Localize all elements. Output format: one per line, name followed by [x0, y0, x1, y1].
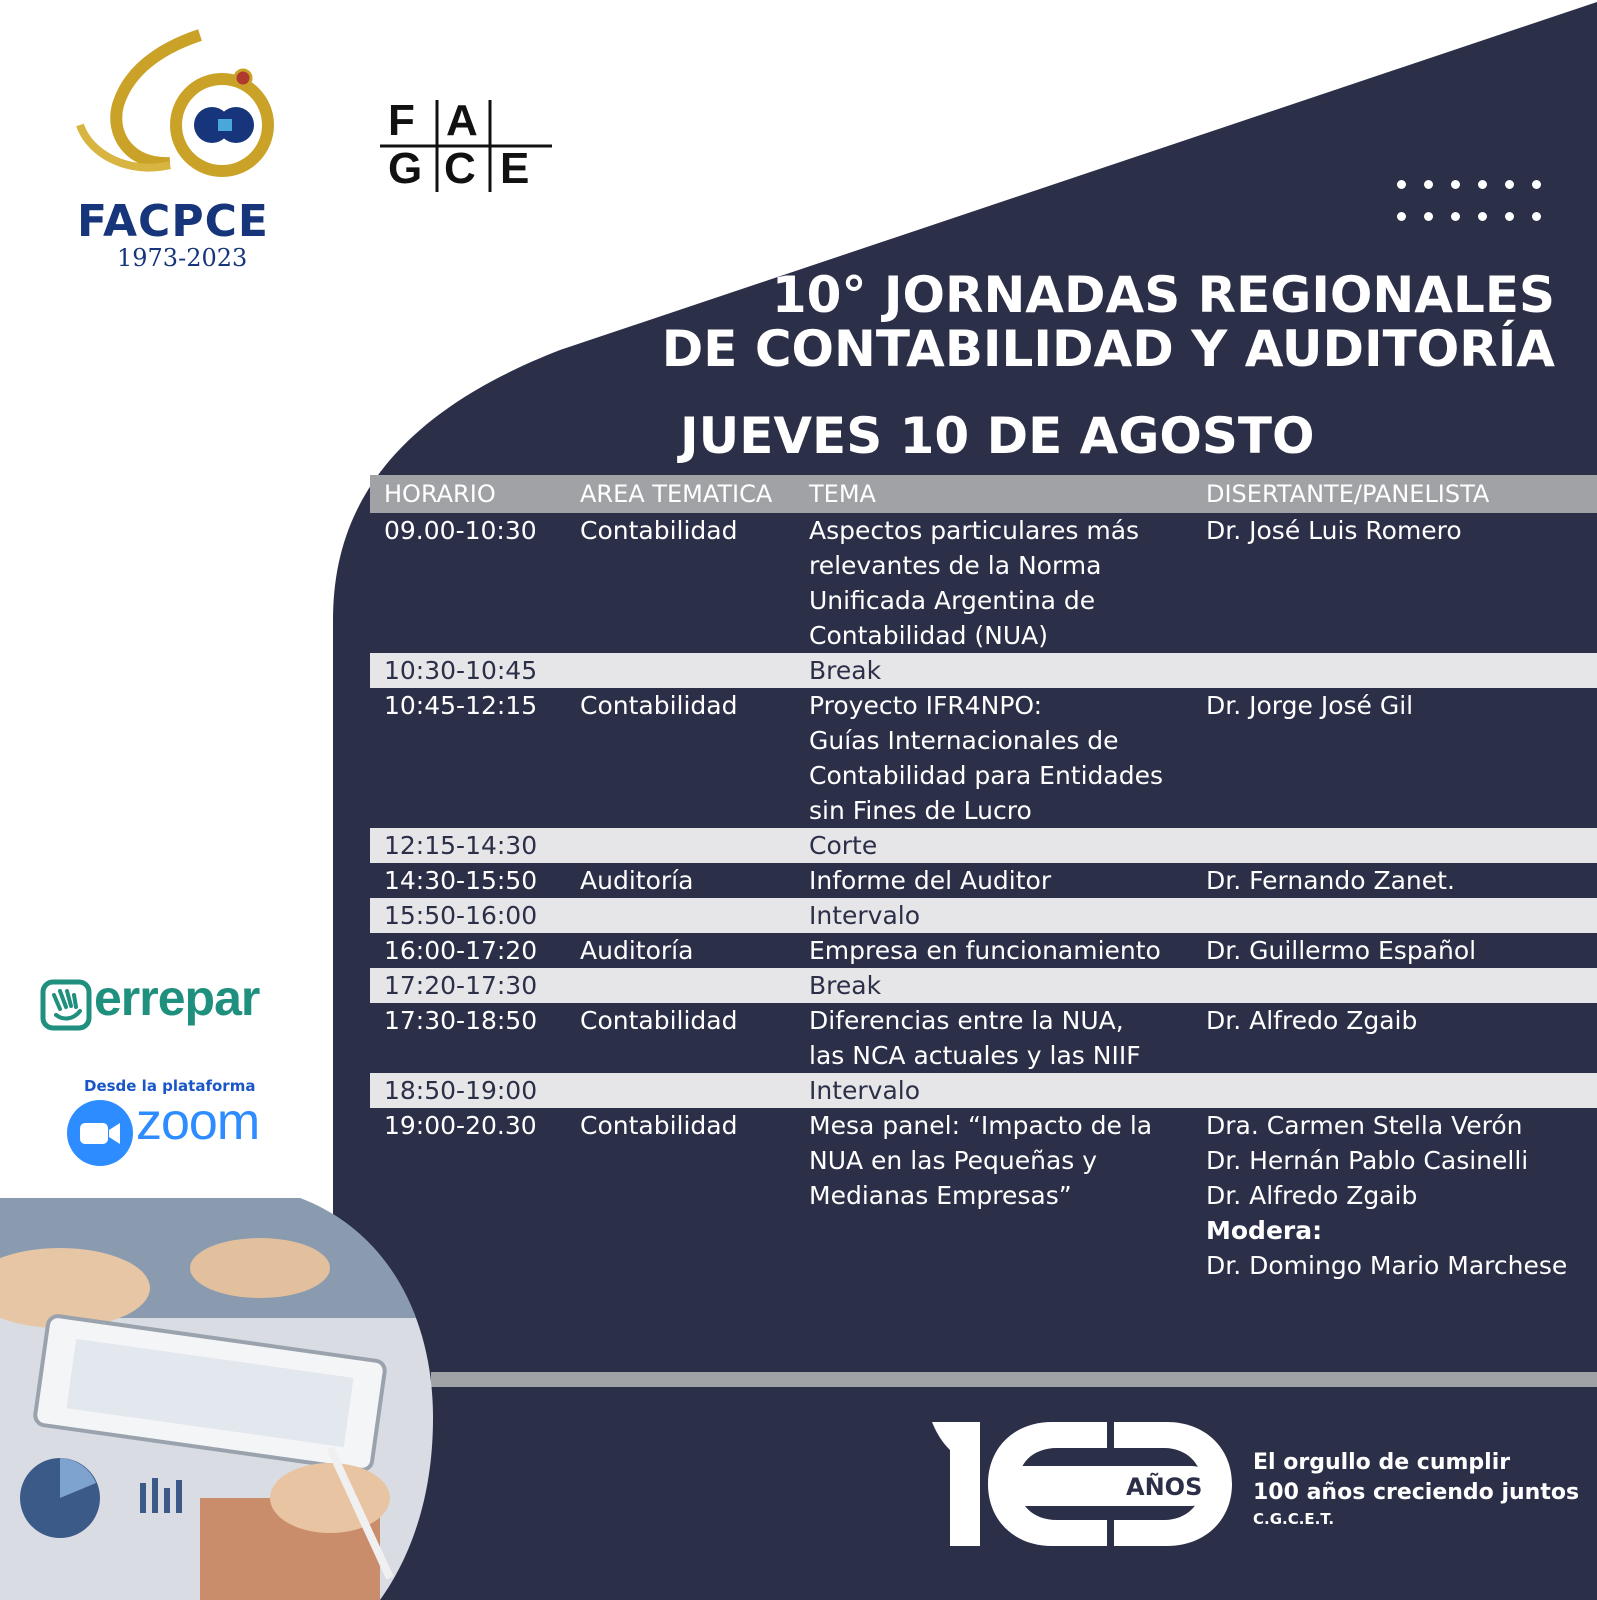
errepar-hand-icon — [40, 979, 92, 1031]
fagce-letter: C — [444, 144, 476, 193]
row-tema — [809, 933, 1161, 968]
zoom-name: zoom — [136, 1093, 260, 1151]
decorative-dot — [1532, 180, 1541, 189]
decorative-dot — [1424, 180, 1433, 189]
decorative-dot — [1424, 212, 1433, 221]
tema-line: Break — [809, 656, 882, 685]
decorative-dot — [1397, 212, 1406, 221]
fagce-letter: A — [446, 96, 478, 145]
tema-line: Mesa panel: “Impacto de la — [809, 1111, 1153, 1140]
decorative-dot — [1478, 180, 1487, 189]
row-speaker — [1206, 933, 1476, 968]
row-time: 19:00-20.30 — [384, 1111, 537, 1140]
tema-line: Informe del Auditor — [809, 866, 1052, 895]
tema-line: Guías Internacionales de — [809, 726, 1119, 755]
zoom-caption: Desde la plataforma — [84, 1077, 256, 1095]
decorative-dot — [1505, 212, 1514, 221]
row-tema — [809, 688, 1163, 828]
table-row — [370, 863, 1597, 898]
speaker-name: Dr. Jorge José Gil — [1206, 691, 1414, 720]
row-time: 16:00-17:20 — [384, 936, 538, 965]
row-tema — [809, 513, 1139, 653]
decorative-dot — [1532, 212, 1541, 221]
tagline-line-2: 100 años creciendo juntos — [1253, 1480, 1580, 1505]
event-title-line-1: 10° JORNADAS REGIONALES — [771, 266, 1555, 324]
decorative-dot — [1478, 212, 1487, 221]
speaker-name: Dr. Alfredo Zgaib — [1206, 1181, 1418, 1210]
row-tema — [809, 898, 920, 933]
decorative-dot — [1505, 180, 1514, 189]
row-time: 17:30-18:50 — [384, 1006, 538, 1035]
tema-line: Intervalo — [809, 901, 921, 930]
table-row — [370, 1108, 1597, 1283]
row-area: Contabilidad — [580, 1006, 738, 1035]
row-area: Auditoría — [580, 936, 694, 965]
row-time: 12:15-14:30 — [384, 831, 538, 860]
row-tema — [809, 968, 881, 1003]
header-speaker: DISERTANTE/PANELISTA — [1206, 480, 1490, 508]
row-tema — [809, 1073, 920, 1108]
tema-line: Intervalo — [809, 1076, 921, 1105]
anos-label: AÑOS — [1126, 1473, 1203, 1501]
row-speaker — [1206, 513, 1462, 548]
table-row-break — [370, 898, 1597, 933]
header-time: HORARIO — [384, 480, 496, 508]
tagline-line-1: El orgullo de cumplir — [1253, 1450, 1511, 1475]
tema-line: Contabilidad para Entidades — [809, 761, 1164, 790]
errepar-logo — [38, 970, 308, 1035]
row-area: Auditoría — [580, 866, 694, 895]
decorative-dot — [1397, 180, 1406, 189]
speaker-name: Dr. Domingo Mario Marchese — [1206, 1251, 1568, 1280]
row-time: 18:50-19:00 — [384, 1076, 538, 1105]
speaker-name: Dr. Guillermo Español — [1206, 936, 1477, 965]
header-area: AREA TEMATICA — [580, 480, 773, 508]
tema-line: NUA en las Pequeñas y — [809, 1146, 1098, 1175]
tema-line: Corte — [809, 831, 878, 860]
divider-bar — [431, 1372, 1597, 1387]
row-time: 09.00-10:30 — [384, 516, 537, 545]
event-date: JUEVES 10 DE AGOSTO — [680, 407, 1315, 465]
table-row-break — [370, 968, 1597, 1003]
tema-line: Contabilidad (NUA) — [809, 621, 1049, 650]
row-area: Contabilidad — [580, 516, 738, 545]
tema-line: sin Fines de Lucro — [809, 796, 1032, 825]
decorative-dot — [1451, 180, 1460, 189]
fagce-letter: G — [388, 144, 423, 193]
facpce-50-emblem-icon — [50, 25, 340, 205]
tema-line: Break — [809, 971, 882, 1000]
row-speaker — [1206, 688, 1413, 723]
table-row — [370, 513, 1597, 653]
table-row — [370, 1003, 1597, 1073]
tema-line: Aspectos particulares más — [809, 516, 1140, 545]
row-speaker — [1206, 1003, 1417, 1038]
row-area: Contabilidad — [580, 691, 738, 720]
tema-line: Diferencias entre la NUA, — [809, 1006, 1124, 1035]
tema-line: Proyecto IFR4NPO: — [809, 691, 1043, 720]
decorative-dot — [1451, 212, 1460, 221]
row-time: 14:30-15:50 — [384, 866, 538, 895]
table-row — [370, 933, 1597, 968]
facpce-name: FACPCE — [77, 196, 269, 247]
speaker-name: Dra. Carmen Stella Verón — [1206, 1111, 1523, 1140]
speaker-name: Dr. Hernán Pablo Casinelli — [1206, 1146, 1529, 1175]
business-meeting-photo — [0, 1198, 433, 1600]
row-speaker — [1206, 863, 1455, 898]
tema-line: las NCA actuales y las NIIF — [809, 1041, 1141, 1070]
tema-line: Medianas Empresas” — [809, 1181, 1072, 1210]
row-speaker — [1206, 1108, 1567, 1283]
moderator-label: Modera: — [1206, 1216, 1323, 1245]
header-tema: TEMA — [809, 480, 876, 508]
row-time: 15:50-16:00 — [384, 901, 538, 930]
organization-acronym: C.G.C.E.T. — [1253, 1510, 1335, 1528]
schedule-rows — [370, 513, 1597, 1283]
tema-line: Empresa en funcionamiento — [809, 936, 1161, 965]
table-row-break — [370, 653, 1597, 688]
facpce-years: 1973-2023 — [117, 244, 248, 272]
row-tema — [809, 1108, 1152, 1213]
speaker-name: Dr. Alfredo Zgaib — [1206, 1006, 1418, 1035]
row-tema — [809, 653, 881, 688]
row-area: Contabilidad — [580, 1111, 738, 1140]
speaker-name: Dr. José Luis Romero — [1206, 516, 1462, 545]
fagce-letter: F — [388, 96, 415, 145]
errepar-name: errepar — [94, 970, 260, 1026]
fagce-letter: E — [500, 144, 530, 193]
tema-line: Unificada Argentina de — [809, 586, 1096, 615]
table-row — [370, 688, 1597, 828]
zoom-camera-icon — [66, 1099, 136, 1169]
event-title-line-2: DE CONTABILIDAD Y AUDITORÍA — [661, 320, 1555, 378]
table-row-break — [370, 828, 1597, 863]
row-time: 17:20-17:30 — [384, 971, 538, 1000]
speaker-name: Dr. Fernando Zanet. — [1206, 866, 1455, 895]
table-row-break — [370, 1073, 1597, 1108]
row-time: 10:45-12:15 — [384, 691, 538, 720]
row-time: 10:30-10:45 — [384, 656, 538, 685]
table-header — [370, 475, 1597, 513]
fagce-logo — [380, 96, 552, 200]
row-tema — [809, 863, 1051, 898]
row-tema — [809, 828, 877, 863]
row-tema — [809, 1003, 1141, 1073]
schedule-table — [370, 475, 1597, 1283]
tema-line: relevantes de la Norma — [809, 551, 1102, 580]
